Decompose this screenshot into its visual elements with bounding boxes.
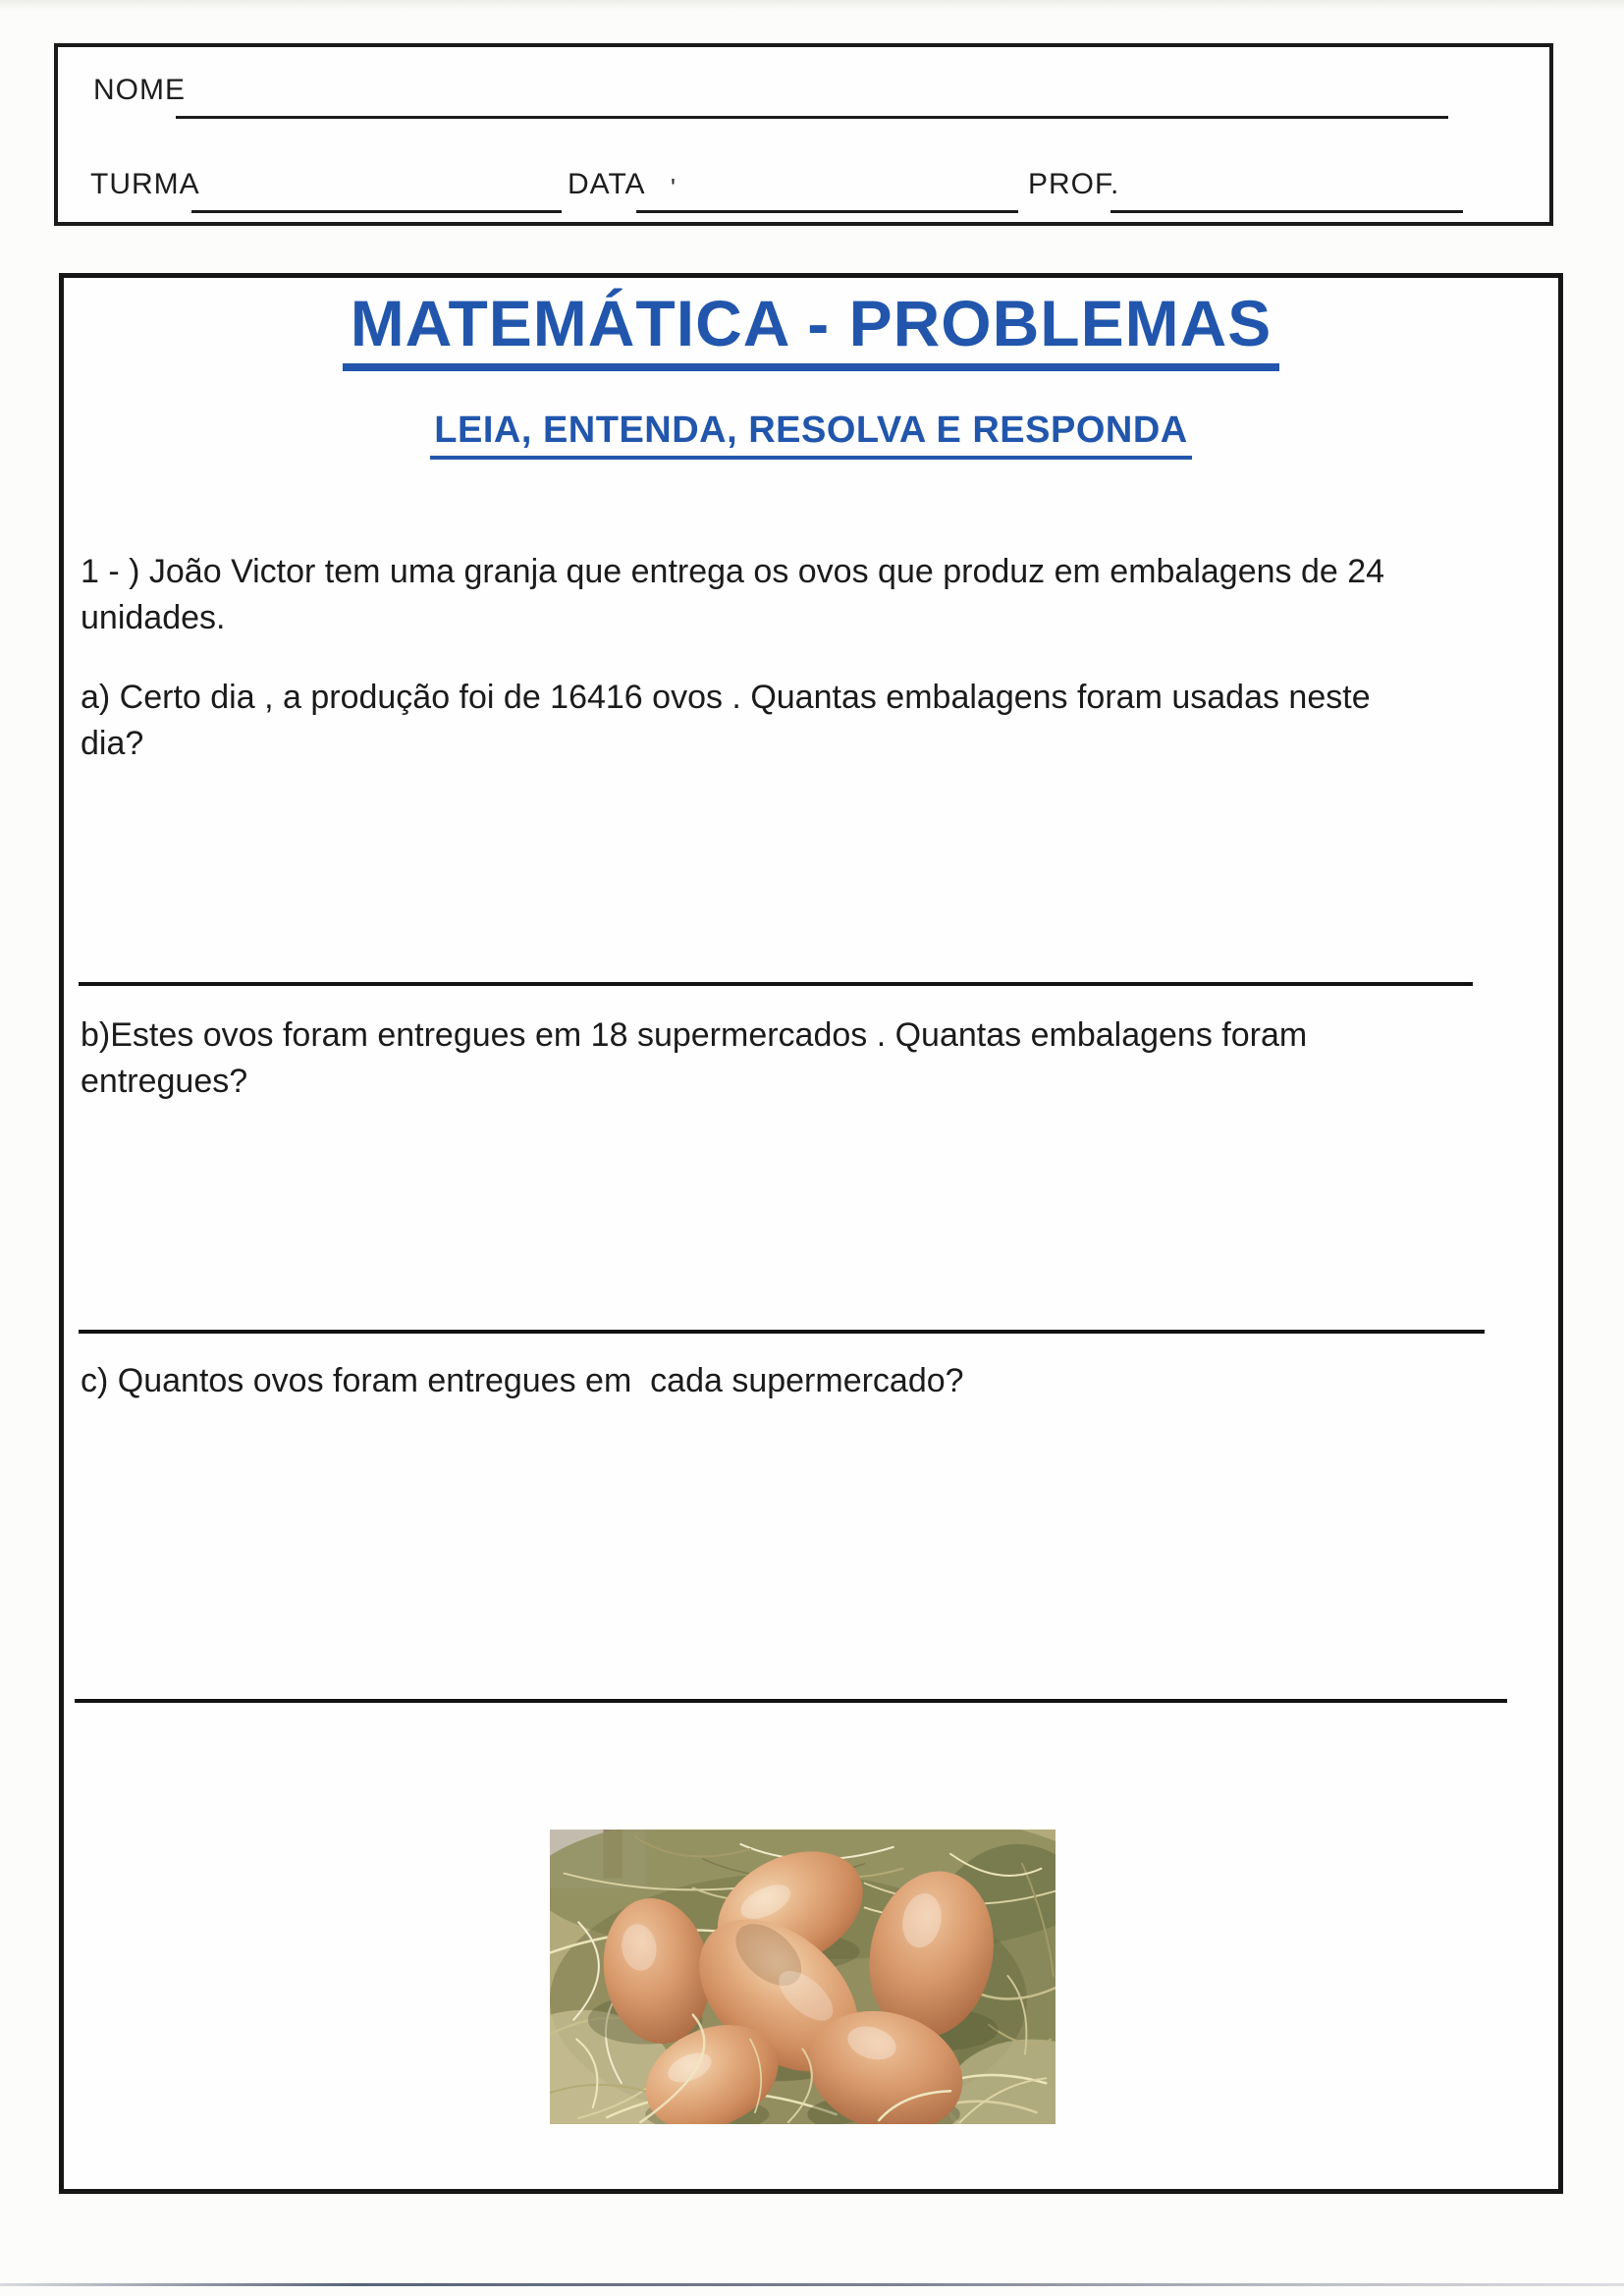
text-line: dia? [81,725,144,762]
eggs-nest-photo [550,1830,1056,2124]
text-line: a) Certo dia , a produção foi de 16416 ovos . Quantas embalagens foram usadas neste [81,679,1371,716]
question-a [81,675,1535,767]
worksheet-title [64,286,1558,371]
question-b [81,1012,1535,1105]
text-line: 1 - ) João Victor tem uma granja que entrega os ovos que produz em embalagens de 24 [81,553,1385,590]
scan-bottom-edge-line [0,2283,1624,2286]
turma-blank-line [191,210,562,213]
data-blank-line [636,210,1018,213]
question-c [81,1358,1535,1404]
nome-blank-line [176,116,1448,119]
text-line: entregues? [81,1063,248,1100]
text-line: b)Estes ovos foram entregues em 18 supermercados . Quantas embalagens foram [81,1016,1308,1054]
worksheet-subtitle [64,410,1558,460]
problem-1-intro [81,549,1535,641]
text-line: unidades. [81,599,226,636]
data-tick-mark: ' [671,173,676,202]
text-line: c) Quantos ovos foram entregues em cada supermercado? [81,1362,964,1399]
answer-blank-line-a [79,982,1473,986]
worksheet-subtitle-text: LEIA, ENTENDA, RESOLVA E RESPONDA [430,410,1191,460]
prof-blank-line [1110,210,1463,213]
worksheet-title-text: MATEMÁTICA - PROBLEMAS [343,286,1280,371]
turma-label: TURMA [90,168,200,200]
prof-label: PROF. [1028,168,1120,200]
worksheet-box [59,273,1563,2194]
eggs-in-hay-illustration [550,1830,1056,2124]
data-label: DATA [568,168,646,200]
scan-top-edge-shading [0,0,1624,10]
nome-label: NOME [93,74,186,106]
answer-blank-line-c [75,1699,1507,1703]
student-info-box [54,43,1553,226]
answer-blank-line-b [79,1330,1485,1334]
